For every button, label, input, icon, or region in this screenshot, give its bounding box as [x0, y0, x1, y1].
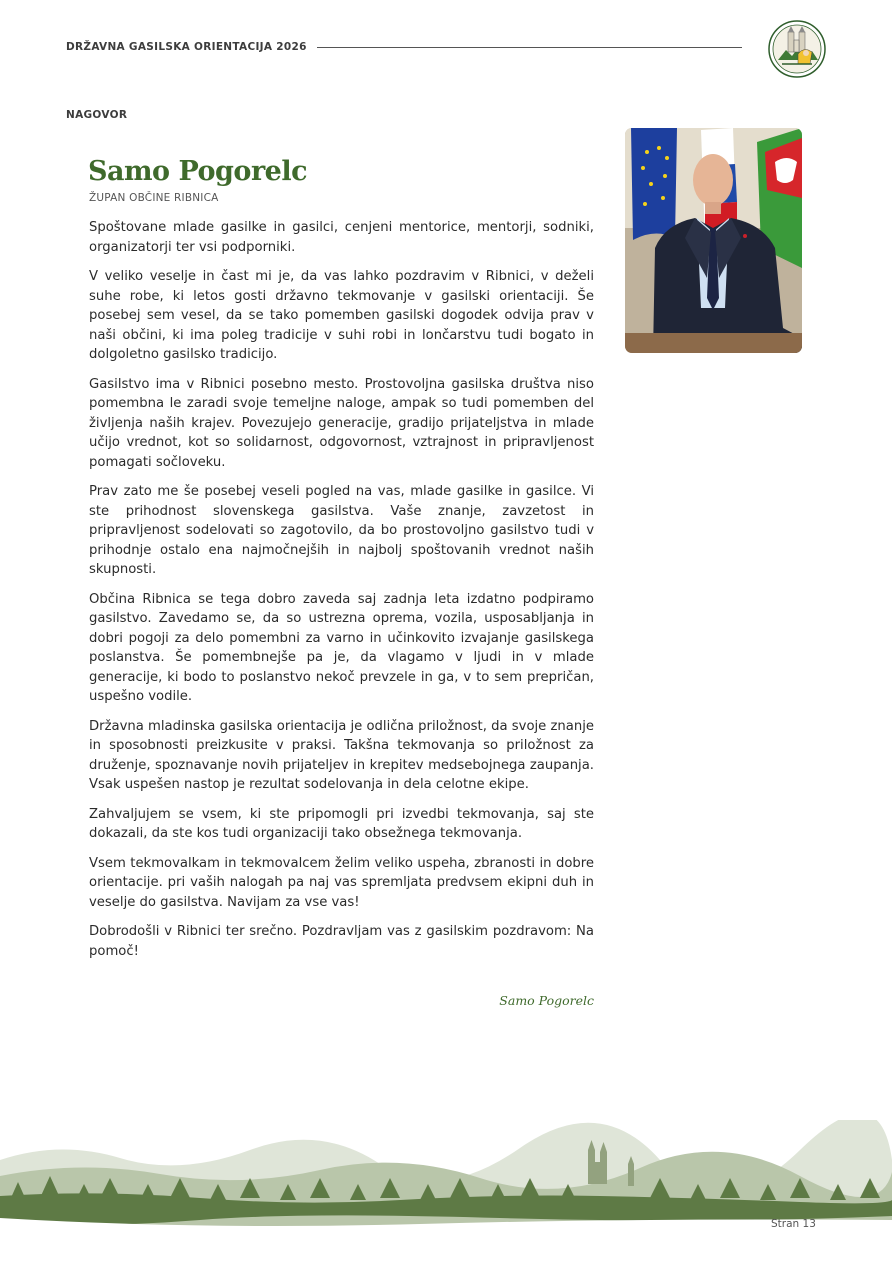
fire-brigade-emblem-icon [768, 20, 826, 78]
paragraph: Gasilstvo ima v Ribnici posebno mesto. Prostovoljna gasilska društva niso pomembna le zaradi svoje temeljne naloge, ampak so tudi pomemben del življenja naših krajev. Povezujejo generacije, gradijo prijateljstva in mlade učijo vrednot, kot so solidarnost, odgovornost, vztrajnost in pripravljenost pomagati sočloveku. [89, 376, 594, 470]
paragraph: Občina Ribnica se tega dobro zaveda saj zadnja leta izdatno podpiramo gasilstvo. Zavedamo se, da so ustrezna oprema, vozila, usposabljanja in dobri pogoji za delo pomembni za varno in učinkovito izvajanje gasilskega poslanstva. Še pomembnejše pa je, da vlagamo v ljudi in v mlade generacije, ki bodo to poslanstvo nekoč prevzele in ga, v to sem prepričan, uspešno vodile. [89, 591, 594, 704]
header-title: DRŽAVNA GASILSKA ORIENTACIJA 2026 [66, 41, 307, 53]
portrait-photo [625, 128, 802, 353]
paragraph: Dobrodošli v Ribnici ter srečno. Pozdravljam vas z gasilskim pozdravom: Na pomoč! [89, 924, 594, 959]
author-role: ŽUPAN OBČINE RIBNICA [89, 192, 219, 204]
paragraph: Vsem tekmovalkam in tekmovalcem želim veliko uspeha, zbranosti in dobre orientacije. pri vaših nalogah pa naj vas spremljata predvsem ekipni duh in veselje do gasilstva. Navijam za vse vas! [89, 855, 594, 910]
header-divider [317, 47, 742, 48]
section-label: NAGOVOR [66, 109, 128, 121]
speech-body [89, 218, 594, 971]
landscape-illustration-icon [0, 1120, 892, 1235]
signature: Samo Pogorelc [499, 993, 594, 1008]
author-name: Samo Pogorelc [88, 156, 308, 187]
paragraph: Zahvaljujem se vsem, ki ste pripomogli pri izvedbi tekmovanja, saj ste dokazali, da ste kos tudi organizaciji tako obsežnega tekmovanja. [89, 806, 594, 841]
paragraph: Spoštovane mlade gasilke in gasilci, cenjeni mentorice, mentorji, sodniki, organizatorji ter vsi podporniki. [89, 220, 594, 255]
page-number: Stran 13 [771, 1218, 816, 1230]
paragraph: V veliko veselje in čast mi je, da vas lahko pozdravim v Ribnici, v deželi suhe robe, ki letos gosti državno tekmovanje v gasilski orientaciji. Še posebej sem vesel, da se tako pomemben gasilski dogodek odvija prav v naši občini, ki ima poleg tradicije v suhi robi in lončarstvu tudi bogato in dolgoletno gasilsko tradicijo. [89, 269, 594, 362]
paragraph: Državna mladinska gasilska orientacija je odlična priložnost, da svoje znanje in sposobnosti preizkusite v praksi. Takšna tekmovanja so priložnost za druženje, spoznavanje novih prijateljev in krepitev medsebojnega zaupanja. Vsak uspešen nastop je rezultat sodelovanja in dela celotne ekipe. [89, 718, 594, 792]
paragraph: Prav zato me še posebej veseli pogled na vas, mlade gasilke in gasilce. Vi ste prihodnost slovenskega gasilstva. Vaše znanje, zavzetost in pripravljenost sodelovati so zagotovilo, da bo prostovoljno gasilstvo tudi v prihodnje ostalo ena najmočnejših in najbolj spoštovanih vrednot naših skupnosti. [89, 484, 594, 577]
portrait-illustration-icon [625, 128, 802, 353]
